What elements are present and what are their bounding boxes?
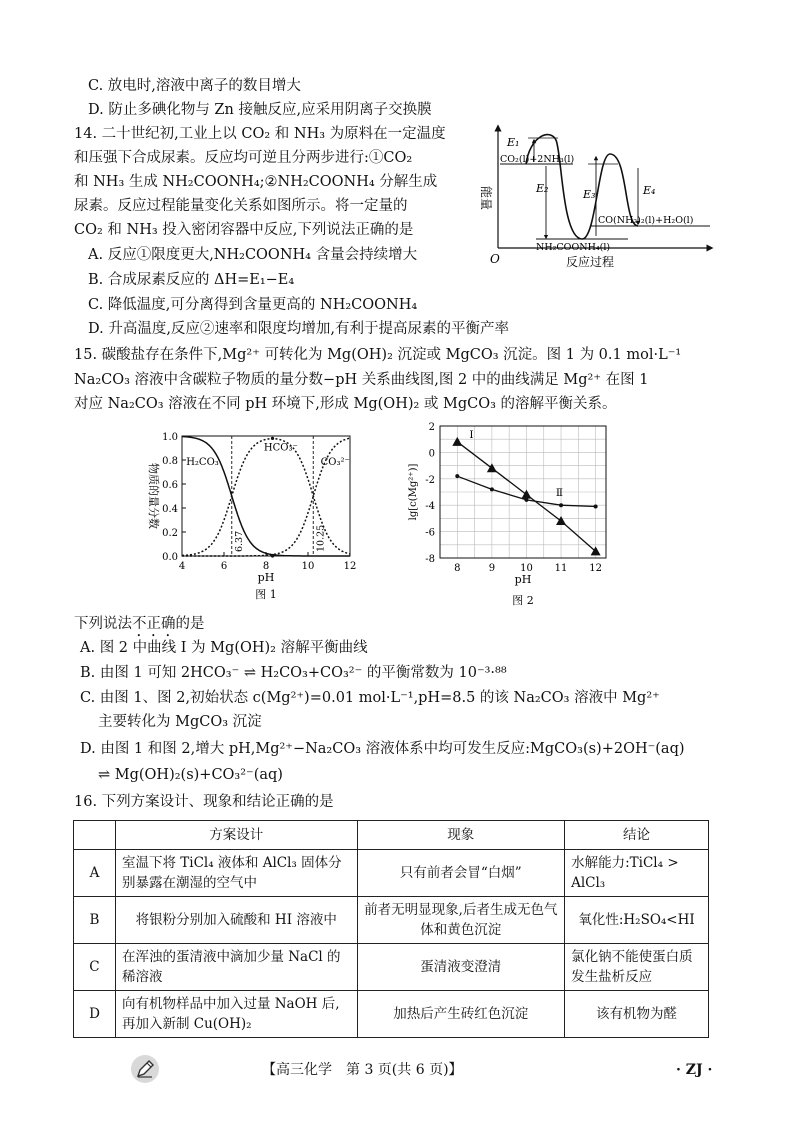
q16-table xyxy=(73,820,709,1038)
q15-stem-line-1: 15. 碳酸盐存在条件下,Mg²⁺ 可转化为 Mg(OH)₂ 沉淀或 MgCO₃ 沉淀。图 1 为 0.1 mol·L⁻¹ xyxy=(74,347,682,363)
q14-stem-line-3: 和 NH₃ 生成 NH₂COONH₄;②NH₂COONH₄ 分解生成 xyxy=(74,174,438,190)
table-row xyxy=(74,944,709,991)
page-number: 【高三化学 第 3 页(共 6 页)】 xyxy=(262,1062,463,1078)
y-tick-label: 1.0 xyxy=(162,432,178,443)
paper-code: · ZJ · xyxy=(676,1062,713,1078)
row-phenomenon: 前者无明显现象,后者生成无色气体和黄色沉淀 xyxy=(357,897,565,944)
x-tick-label: 12 xyxy=(589,563,602,574)
x-tick-label: 8 xyxy=(454,563,461,574)
e1-label: E₁ xyxy=(507,136,520,149)
product-label: CO(NH₂)₂(l)+H₂O(l) xyxy=(598,215,694,226)
hco3-peak-point xyxy=(271,437,274,440)
process-label: 反应过程 xyxy=(566,255,615,269)
y-tick-label: 0.6 xyxy=(162,480,178,491)
table-row xyxy=(74,991,709,1038)
dot-point xyxy=(559,503,563,507)
y-tick-label: 0.8 xyxy=(162,456,178,467)
e4-label: E₄ xyxy=(643,184,656,197)
q15-stem-line-2: Na₂CO₃ 溶液中含碳粒子物质的量分数−pH 关系曲线图,图 2 中的曲线满足 Mg²⁺ 在图 1 xyxy=(74,372,649,388)
series-label: H₂CO₃ xyxy=(186,456,219,468)
row-label: A xyxy=(74,850,116,897)
q13-option-c: C. 放电时,溶液中离子的数目增大 xyxy=(88,78,301,94)
q15-option-c-line-1: C. 由图 1、图 2,初始状态 c(Mg²⁺)=0.01 mol·L⁻¹,pH=8.5 的该 Na₂CO₃ 溶液中 Mg²⁺ xyxy=(80,690,660,706)
y-tick-label: -4 xyxy=(425,501,435,513)
x-tick-label: 8 xyxy=(262,561,270,572)
q14-stem-line-1: 14. 二十世纪初,工业上以 CO₂ 和 NH₃ 为原料在一定温度 xyxy=(74,126,446,142)
q14-stem-line-5: CO₂ 和 NH₃ 投入密闭容器中反应,下列说法正确的是 xyxy=(74,222,414,238)
q15-option-d-line-1: D. 由图 1 和图 2,增大 pH,Mg²⁺−Na₂CO₃ 溶液体系中均可发生反应:MgCO₃(s)+2OH⁻(aq) xyxy=(80,741,685,757)
dot-point xyxy=(524,498,528,502)
x-tick-label: 4 xyxy=(178,561,186,572)
q15-ask-pre: 下列说法 xyxy=(74,616,132,632)
row-conclusion: 氯化钠不能使蛋白质发生盐析反应 xyxy=(565,944,709,991)
q16-header-phenomenon: 现象 xyxy=(357,821,565,850)
baseline-point xyxy=(271,554,274,557)
q15-option-d-line-2: ⇌ Mg(OH)₂(s)+CO₃²⁻(aq) xyxy=(98,767,283,783)
q15-stem-line-3: 对应 Na₂CO₃ 溶液在不同 pH 环境下,形成 Mg(OH)₂ 或 MgCO₃ 的溶解平衡关系。 xyxy=(74,396,617,412)
row-design: 向有机物样品中加入过量 NaOH 后,再加入新制 Cu(OH)₂ xyxy=(115,991,357,1038)
x-tick-label: 10 xyxy=(301,561,315,572)
triangle-point xyxy=(487,463,497,472)
q14-stem-line-2: 和压强下合成尿素。反应均可逆且分两步进行:①CO₂ xyxy=(74,150,413,166)
q16-header-blank xyxy=(74,821,116,850)
row-design: 将银粉分别加入硫酸和 HI 溶液中 xyxy=(115,897,357,944)
x-tick-label: 10 xyxy=(520,563,533,574)
y-axis-label: lg[c(Mg²⁺)] xyxy=(408,463,419,521)
figure-1 xyxy=(140,422,362,610)
q15-option-a: A. 图 2 中曲线 Ⅰ 为 Mg(OH)₂ 溶解平衡曲线 xyxy=(80,640,368,656)
pka-label: 10.25 xyxy=(315,524,327,552)
pencil-icon xyxy=(130,1054,160,1084)
row-conclusion: 该有机物为醛 xyxy=(565,991,709,1038)
row-label: D xyxy=(74,991,116,1038)
figure-2 xyxy=(402,418,616,610)
row-phenomenon: 只有前者会冒“白烟” xyxy=(357,850,565,897)
x-tick-label: 11 xyxy=(554,563,568,574)
triangle-point xyxy=(452,437,462,446)
table-row xyxy=(74,850,709,897)
row-conclusion: 水解能力:TiCl₄ > AlCl₃ xyxy=(565,850,709,897)
q14-option-d: D. 升高温度,反应②速率和限度均增加,有利于提高尿素的平衡产率 xyxy=(88,321,510,337)
table-row xyxy=(74,897,709,944)
reactant-label: CO₂(l)+2NH₃(l) xyxy=(500,154,575,165)
y-axis-label: 物质的量分数 xyxy=(147,463,160,529)
row-design: 在浑浊的蛋清液中滴加少量 NaCl 的稀溶液 xyxy=(115,944,357,991)
row-label: C xyxy=(74,944,116,991)
q16-header-row xyxy=(74,821,709,850)
x-axis-label: pH xyxy=(257,571,275,584)
e3-label: E₃ xyxy=(583,188,596,201)
q15-option-b: B. 由图 1 可知 2HCO₃⁻ ⇌ H₂CO₃+CO₃²⁻ 的平衡常数为 10⁻³·⁸⁸ xyxy=(80,665,507,681)
origin-label: O xyxy=(490,252,500,266)
pka-label: 6.37 xyxy=(233,530,245,552)
q14-option-b: B. 合成尿素反应的 ΔH=E₁−E₄ xyxy=(88,272,295,288)
triangle-point xyxy=(521,490,531,499)
q15-question xyxy=(74,614,205,640)
row-phenomenon: 加热后产生砖红色沉淀 xyxy=(357,991,565,1038)
energy-label: 能量 xyxy=(479,186,493,211)
x-axis-label: pH xyxy=(514,573,532,586)
q15-option-c-line-2: 主要转化为 MgCO₃ 沉淀 xyxy=(98,714,262,730)
q15-ask-emphasis: 不正确 xyxy=(132,616,176,632)
y-tick-label: -8 xyxy=(425,554,435,565)
q16-header-design: 方案设计 xyxy=(115,821,357,850)
e2-label: E₂ xyxy=(536,182,549,195)
row-design: 室温下将 TiCl₄ 液体和 AlCl₃ 固体分别暴露在潮湿的空气中 xyxy=(115,850,357,897)
x-tick-label: 12 xyxy=(343,561,357,572)
dot-point xyxy=(455,474,459,478)
figure-title: 图 1 xyxy=(255,588,277,601)
y-tick-label: 0.2 xyxy=(162,528,178,539)
row-conclusion: 氧化性:H₂SO₄<HI xyxy=(565,897,709,944)
y-tick-label: 0.4 xyxy=(162,504,178,515)
y-tick-label: 2 xyxy=(428,422,435,433)
x-tick-label: 9 xyxy=(488,563,496,574)
series-label: HCO₃⁻ xyxy=(263,442,298,454)
q14-option-c: C. 降低温度,可分离得到含量更高的 NH₂COONH₄ xyxy=(88,297,418,313)
y-tick-label: -2 xyxy=(425,474,435,486)
q15-ask-post: 的是 xyxy=(175,616,205,632)
y-tick-label: -6 xyxy=(425,527,435,539)
q16-stem: 16. 下列方案设计、现象和结论正确的是 xyxy=(74,794,334,810)
page-footer xyxy=(0,1060,794,1084)
row-label: B xyxy=(74,897,116,944)
y-tick-label: 0.0 xyxy=(162,552,178,563)
row-phenomenon: 蛋清液变澄清 xyxy=(357,944,565,991)
triangle-point xyxy=(556,516,566,525)
dot-point xyxy=(594,505,598,509)
intermediate-label: NH₂COONH₄(l) xyxy=(536,242,611,253)
x-tick-label: 6 xyxy=(220,561,228,572)
series-label-I: Ⅰ xyxy=(469,428,474,441)
figure-title: 图 2 xyxy=(512,594,534,607)
series-label-II: Ⅱ xyxy=(555,486,563,499)
q14-stem-line-4: 尿素。反应过程能量变化关系如图所示。将一定量的 xyxy=(74,198,408,214)
q13-option-d: D. 防止多碘化物与 Zn 接触反应,应采用阴离子交换膜 xyxy=(88,102,432,118)
dot-point xyxy=(490,487,494,491)
series-label: CO₃²⁻ xyxy=(320,456,350,468)
energy-diagram xyxy=(478,122,718,270)
y-tick-label: 0 xyxy=(428,448,435,460)
q14-option-a: A. 反应①限度更大,NH₂COONH₄ 含量会持续增大 xyxy=(88,247,418,263)
q16-header-conclusion: 结论 xyxy=(565,821,709,850)
